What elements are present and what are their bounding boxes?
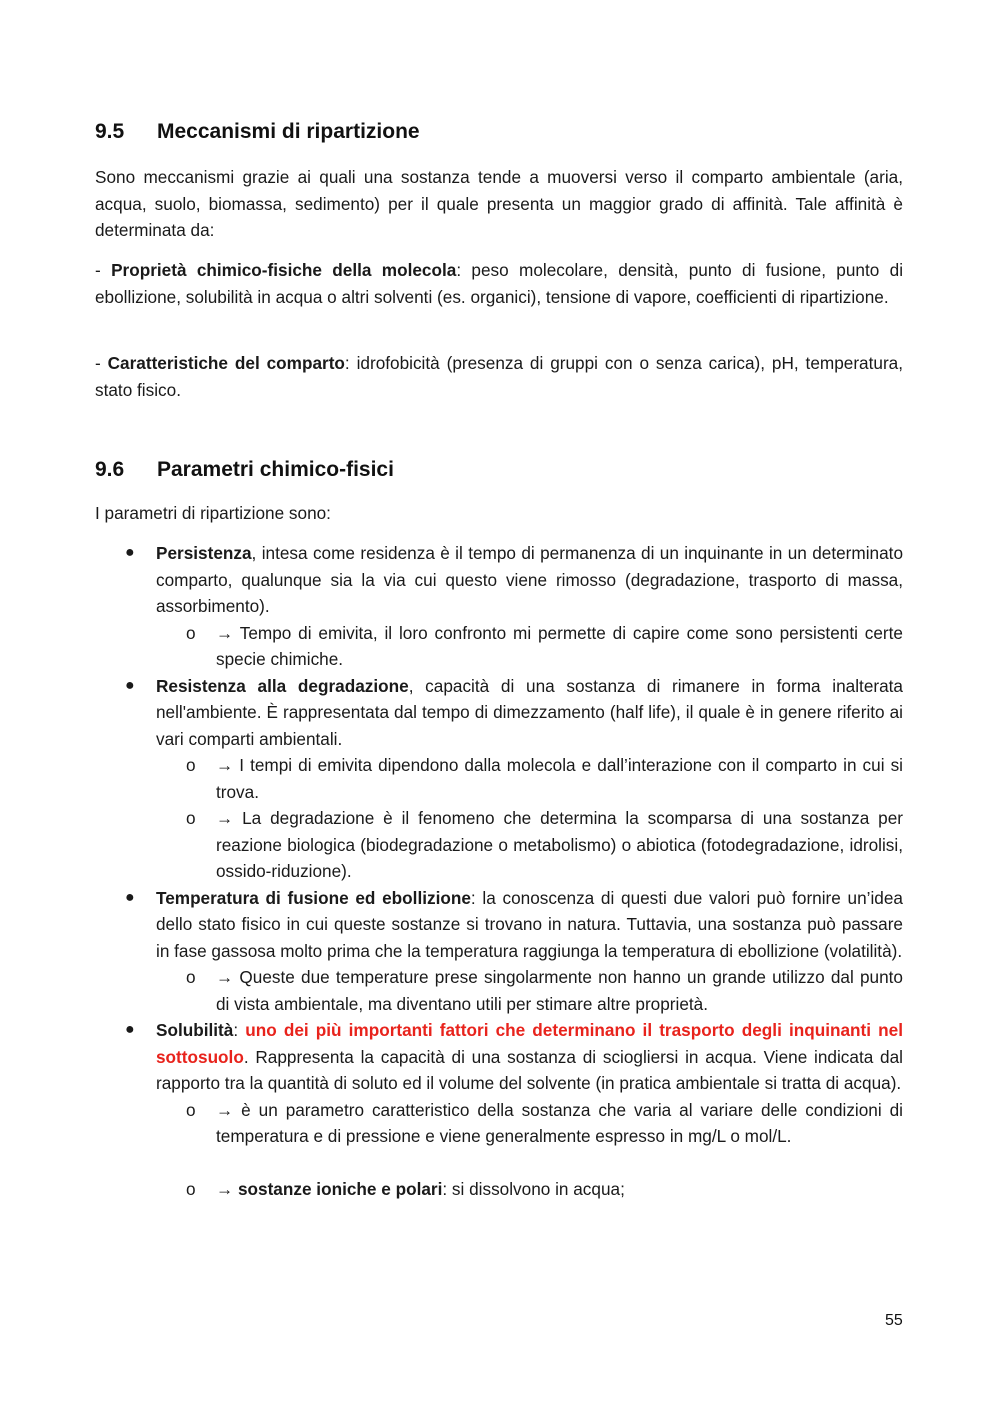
section-9-6-intro: I parametri di ripartizione sono: xyxy=(95,503,331,523)
bold-term: sostanze ioniche e polari xyxy=(237,1178,443,1199)
sub-item-text: → è un parametro caratteristico della sostanza che varia al variare delle condizioni di temperatura e di pressione e viene generalmente espresso in mg/L o mol/L. xyxy=(216,1099,903,1146)
item-text: . Rappresenta la capacità di una sostanza di sciogliersi in acqua. Viene indicata dal rapporto tra la quantità di soluto ed il volume del solvente (in pratica ambientale si tratta di acqua). xyxy=(156,1046,903,1093)
arrow-icon: → xyxy=(216,1178,238,1199)
bullet-icon: ● xyxy=(125,676,135,694)
sub-list xyxy=(156,964,903,1017)
circle-bullet-icon: o xyxy=(186,1099,196,1120)
section-title: Parametri chimico-fisici xyxy=(157,458,394,481)
circle-bullet-icon: o xyxy=(186,622,196,643)
bold-term: Resistenza alla degradazione xyxy=(156,675,409,696)
sub-item-text: → Tempo di emivita, il loro confronto mi permette di capire come sono persistenti certe specie chimiche. xyxy=(216,622,903,669)
colon: : xyxy=(233,1020,246,1040)
sub-list xyxy=(156,752,903,885)
sub-list-item xyxy=(156,964,903,1017)
circle-bullet-icon: o xyxy=(186,755,196,775)
list-item-temperatura xyxy=(95,885,903,1018)
list-item-persistenza xyxy=(95,540,903,673)
bold-term: Caratteristiche del comparto xyxy=(107,353,345,373)
sub-list-item xyxy=(156,805,903,885)
item-text: , capacità di una sostanza di rimanere in forma inalterata nell'ambiente. È rappresentata dal tempo di dimezzamento (half life), il quale è in genere riferito ai vari comparti ambientali. xyxy=(156,675,903,749)
item-text: : la conoscenza di questi due valori può fornire un’idea dello stato fisico in cui queste sostanze si trovano in natura. Tuttavia, una sostanza può passare in fase gassosa molto prima che la temperatura raggiunga la temperatura di ebollizione (volatilità). xyxy=(156,887,903,961)
item-text: : idrofobicità (presenza di gruppi con o senza carica), pH, temperatura, stato fisico. xyxy=(95,353,903,400)
section-heading-9-5 xyxy=(95,120,420,144)
bold-term: Temperatura di fusione ed ebollizione xyxy=(156,887,471,908)
bold-term: Solubilità xyxy=(156,1020,234,1040)
bullet-icon: ● xyxy=(125,888,135,906)
bullet-icon: ● xyxy=(125,1021,135,1038)
bullet-icon: ● xyxy=(125,544,135,561)
section-title: Meccanismi di ripartizione xyxy=(157,120,420,143)
page-number: 55 xyxy=(885,1312,903,1329)
sub-item-text: → I tempi di emivita dipendono dalla molecola e dall’interazione con il comparto in cui si trova. xyxy=(216,755,903,802)
section-heading-9-6 xyxy=(95,458,394,482)
parameter-list xyxy=(95,540,903,1202)
item-text: , intesa come residenza è il tempo di permanenza di un inquinante in un determinato comparto, qualunque sia la via cui questo viene rimosso (degradazione, trasporto di massa, assorbimento). xyxy=(156,543,903,616)
sub-item-text: → Queste due temperature prese singolarmente non hanno un grande utilizzo dal punto di vista ambientale, ma diventano utili per stimare altre proprietà. xyxy=(216,967,903,1014)
section-number: 9.5 xyxy=(95,120,125,143)
list-item-solubilita xyxy=(95,1017,903,1202)
circle-bullet-icon: o xyxy=(186,808,196,828)
sub-list-item xyxy=(156,620,903,673)
sub-item-text: → La degradazione è il fenomeno che determina la scomparsa di una sostanza per reazione biologica (biodegradazione o metabolismo) o abiotica (fotodegradazione, idrolisi, ossido-riduzione). xyxy=(216,808,903,881)
bold-term: Proprietà chimico-fisiche della molecola xyxy=(111,260,457,280)
sub-list xyxy=(156,620,903,673)
item-text: : peso molecolare, densità, punto di fusione, punto di ebollizione, solubilità in acqua o altri solventi (es. organici), tensione di vapore, coefficienti di ripartizione. xyxy=(95,260,904,307)
highlighted-text: uno dei più importanti fattori che determinano il trasporto degli inquinanti nel sottosuolo xyxy=(156,1020,903,1067)
sub-list-item xyxy=(156,1097,903,1150)
section-9-5-intro: Sono meccanismi grazie ai quali una sostanza tende a muoversi verso il comparto ambientale (aria, acqua, suolo, biomassa, sedimento) per il quale presenta un maggior grado di affinità. Tale affinità è determinata da: xyxy=(95,167,903,240)
list-item-resistenza xyxy=(95,673,903,885)
property-item xyxy=(95,257,903,310)
blank-line xyxy=(156,1150,903,1176)
section-number: 9.6 xyxy=(95,458,125,481)
dash-prefix: - xyxy=(95,260,112,280)
circle-bullet-icon: o xyxy=(186,1178,196,1199)
sub-list-item xyxy=(156,1176,903,1203)
sub-list-item xyxy=(156,752,903,805)
sub-item-text: : si dissolvono in acqua; xyxy=(442,1178,625,1199)
dash-prefix: - xyxy=(95,353,108,373)
circle-bullet-icon: o xyxy=(186,967,196,987)
bold-term: Persistenza xyxy=(156,543,252,563)
sub-list xyxy=(156,1097,903,1203)
compartment-item xyxy=(95,350,903,403)
